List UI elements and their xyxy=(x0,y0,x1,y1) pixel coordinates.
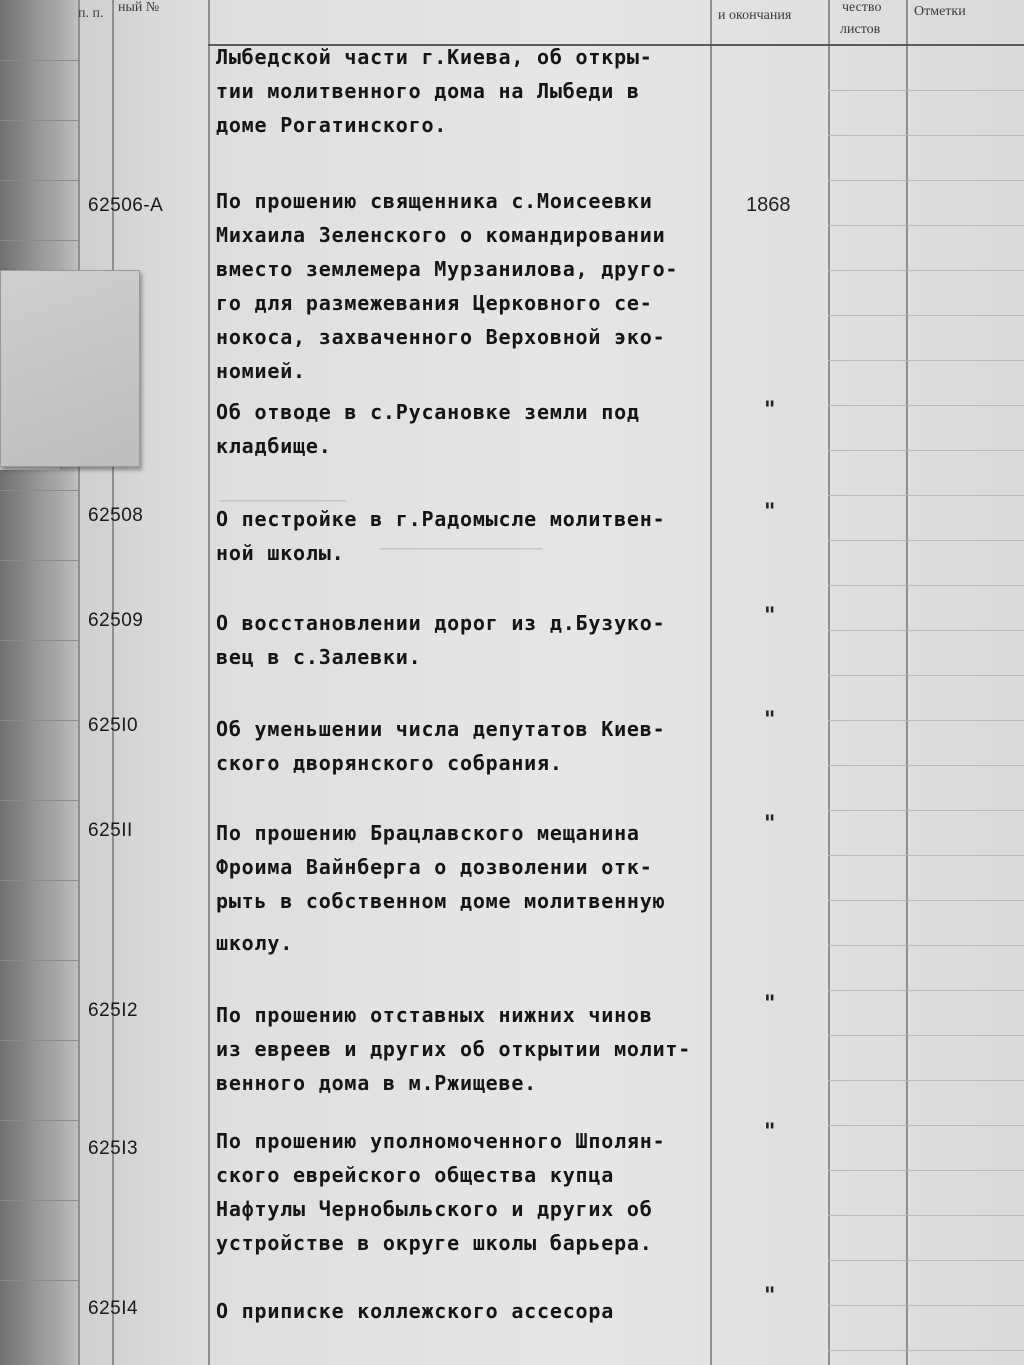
entry-description: О приписке коллежского ассесора xyxy=(216,1299,615,1323)
paper-patch xyxy=(0,270,140,467)
header-notes: Отметки xyxy=(914,4,966,19)
ditto-mark: " xyxy=(764,1284,776,1309)
entry-description: О пестройке в г.Радомысле молитвен- ной школы. xyxy=(216,507,666,565)
ditto-mark: " xyxy=(764,812,776,837)
entry-number: 625I4 xyxy=(88,1298,139,1319)
entry-description: Об уменьшении числа депутатов Киев- ского дворянского собрания. xyxy=(216,717,666,775)
entry-description: По прошению священника с.Моисеевки Михаила Зеленского о командировании вместо землемера Мурзанилова, друго- го для размежевания Церковного се- нокоса, захваченного Верховной эко- номией. xyxy=(216,189,679,383)
column-rule xyxy=(208,0,210,1365)
entry-number: 625II xyxy=(88,820,133,841)
entry-year: 1868 xyxy=(746,194,791,216)
header-end-date: и окончания xyxy=(718,8,792,23)
ditto-mark: " xyxy=(764,1120,776,1145)
bleed-through-text: ────────────── xyxy=(220,492,347,510)
ditto-mark: " xyxy=(764,398,776,423)
header-storage-num: ный № xyxy=(118,0,160,15)
column-rule xyxy=(906,0,908,1365)
ditto-mark: " xyxy=(764,992,776,1017)
entry-description: По прошению отставных нижних чинов из евреев и других об открытии молит- венного дома в м.Ржищеве. xyxy=(216,1003,692,1095)
header-sheets-1: чество xyxy=(842,0,882,15)
book-binding xyxy=(0,0,80,1365)
entry-number: 625I2 xyxy=(88,1000,139,1021)
entry-description: Об отводе в с.Русановке земли под кладбище. xyxy=(216,400,640,458)
column-rule xyxy=(828,0,830,1365)
entry-description: По прошению Брацлавского мещанина Фроима Вайнберга о дозволении отк- рыть в собственном доме молитвенную школу. xyxy=(216,821,666,955)
entry-description: Лыбедской части г.Киева, об откры- тии молитвенного дома на Лыбеди в доме Рогатинского. xyxy=(216,45,653,137)
ditto-mark: " xyxy=(764,708,776,733)
bleed-through-text: ────────────────── xyxy=(380,540,543,558)
header-item-num: п. п. xyxy=(78,6,104,21)
entry-number: 62509 xyxy=(88,610,144,631)
ditto-mark: " xyxy=(764,500,776,525)
entry-description: По прошению уполномоченного Шполян- ского еврейского общества купца Нафтулы Чернобыльского и других об устройстве в округе школы барьера. xyxy=(216,1129,666,1255)
entry-number: 625I0 xyxy=(88,715,139,736)
ditto-mark: " xyxy=(764,604,776,629)
entry-number: 62506-А xyxy=(88,195,164,216)
entry-description: О восстановлении дорог из д.Бузуко- вец в с.Залевки. xyxy=(216,611,666,669)
column-rule xyxy=(78,0,80,1365)
entry-number: 625I3 xyxy=(88,1138,139,1159)
header-sheets-2: листов xyxy=(840,22,881,37)
entry-number: 62508 xyxy=(88,505,144,526)
